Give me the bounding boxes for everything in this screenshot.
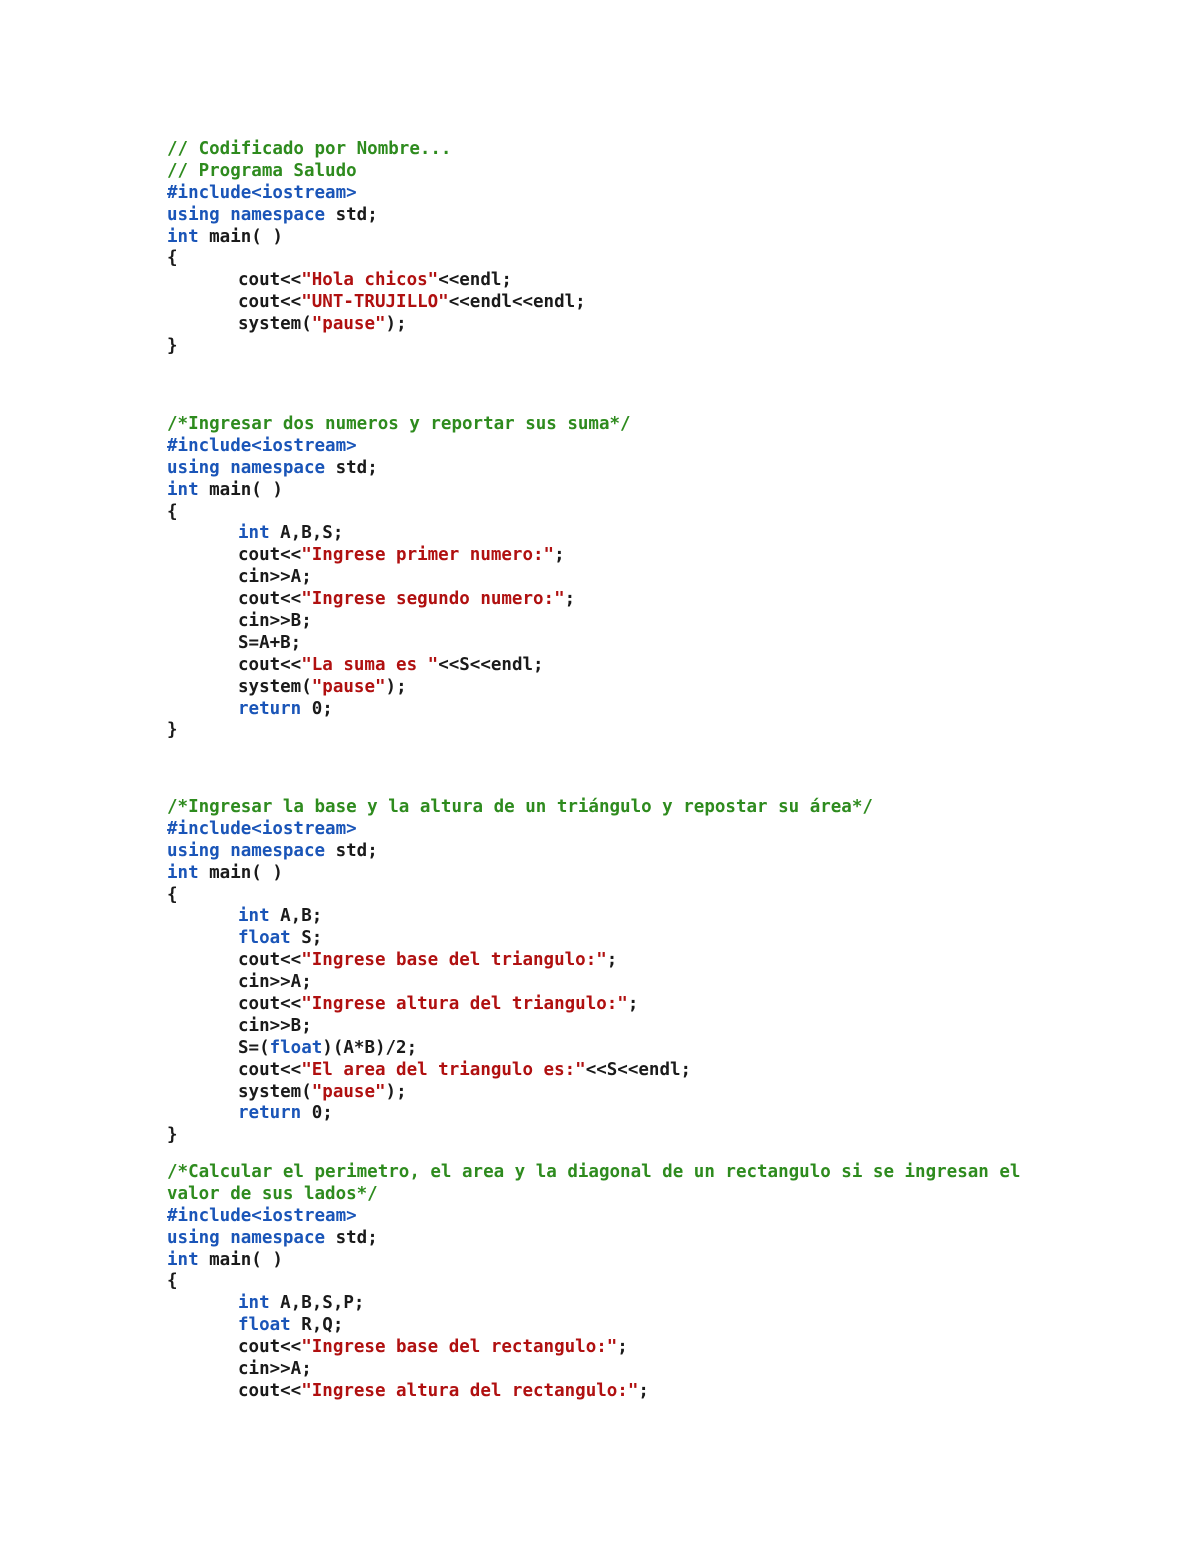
code-keyword: return <box>238 698 302 719</box>
code-text: cin>>A; <box>238 972 312 993</box>
code-text: cin>>B; <box>238 611 312 632</box>
code-line <box>167 1315 1067 1337</box>
code-line <box>167 1250 1067 1272</box>
code-keyword: using namespace <box>167 1227 326 1248</box>
code-line <box>167 720 1067 742</box>
code-text: cin>>B; <box>238 1015 312 1036</box>
code-line <box>167 1184 1067 1206</box>
code-text: system( <box>238 1081 312 1102</box>
code-comment: // Codificado por Nombre... <box>167 139 452 159</box>
code-text: std; <box>325 840 378 861</box>
code-text: 0; <box>301 1103 333 1124</box>
code-line <box>167 1103 1067 1125</box>
code-block-saludo <box>167 139 1067 358</box>
code-text: cout<< <box>238 545 302 566</box>
code-text: cout<< <box>238 1380 302 1401</box>
code-text: )(A*B)/2; <box>322 1037 418 1058</box>
code-line <box>167 523 1067 545</box>
code-keyword: float <box>238 1315 291 1336</box>
code-keyword: int <box>167 226 199 247</box>
code-text: { <box>167 501 178 522</box>
code-text: cin>>A; <box>238 567 312 588</box>
code-text: cout<< <box>238 270 302 291</box>
code-string: "UNT-TRUJILLO" <box>301 292 449 313</box>
code-text: <<S<<endl; <box>438 654 544 675</box>
code-text: ; <box>617 1337 628 1358</box>
code-text: main( ) <box>198 226 283 247</box>
code-keyword: float <box>269 1037 323 1058</box>
code-string: "pause" <box>311 676 386 697</box>
code-comment: /*Ingresar la base y la altura de un triángulo y repostar su área*/ <box>167 797 873 817</box>
code-string: "Ingrese segundo numero:" <box>301 589 565 610</box>
code-comment: // Programa Saludo <box>167 160 357 181</box>
code-keyword: return <box>238 1103 302 1124</box>
code-line <box>167 205 1067 227</box>
code-line <box>167 611 1067 633</box>
code-line <box>167 161 1067 183</box>
code-string: "Ingrese altura del triangulo:" <box>301 994 628 1015</box>
code-line <box>167 139 1067 161</box>
code-text: std; <box>325 457 378 478</box>
code-text: ; <box>606 950 618 971</box>
code-line <box>167 414 1067 436</box>
code-text: } <box>167 1125 178 1146</box>
code-keyword: int <box>167 1249 199 1270</box>
code-text: cout<< <box>238 292 302 313</box>
code-line <box>167 1228 1067 1250</box>
code-text: system( <box>238 314 312 335</box>
code-line <box>167 1271 1067 1293</box>
code-text: ; <box>627 994 639 1015</box>
code-string: "pause" <box>311 1081 386 1102</box>
code-text: cout<< <box>238 1059 302 1080</box>
code-text: system( <box>238 676 312 697</box>
code-line <box>167 270 1067 292</box>
code-text: S=A+B; <box>238 632 302 653</box>
code-text: { <box>167 1271 178 1292</box>
code-string: "Ingrese base del triangulo:" <box>301 950 607 971</box>
code-line <box>167 1359 1067 1381</box>
code-line <box>167 1162 1067 1184</box>
code-text: ; <box>554 545 565 566</box>
code-text: <<endl; <box>438 270 512 291</box>
code-text: cout<< <box>238 1337 302 1358</box>
code-text: cout<< <box>238 589 302 610</box>
code-text: } <box>167 720 178 741</box>
code-text: R,Q; <box>290 1315 344 1336</box>
code-comment: valor de sus lados*/ <box>167 1183 378 1204</box>
code-line <box>167 314 1067 336</box>
code-text: 0; <box>301 698 333 719</box>
code-line <box>167 589 1067 611</box>
code-keyword: int <box>238 523 270 544</box>
code-line <box>167 292 1067 314</box>
code-keyword: int <box>167 862 199 883</box>
code-string: "Ingrese base del rectangulo:" <box>301 1337 618 1358</box>
code-text: A,B; <box>269 906 323 927</box>
code-line <box>167 567 1067 589</box>
code-text: A,B,S,P; <box>269 1293 365 1314</box>
code-line <box>167 797 1067 819</box>
code-string: "La suma es " <box>301 654 439 675</box>
code-preprocessor: #include<iostream> <box>167 182 357 203</box>
code-line <box>167 633 1067 655</box>
code-line <box>167 863 1067 885</box>
code-text: ); <box>385 1081 407 1102</box>
code-text: main( ) <box>198 479 283 500</box>
code-text: ; <box>638 1380 649 1401</box>
code-line <box>167 1125 1067 1147</box>
code-line <box>167 458 1067 480</box>
code-text: } <box>167 336 178 357</box>
code-line <box>167 819 1067 841</box>
code-preprocessor: #include<iostream> <box>167 1205 357 1226</box>
code-line <box>167 480 1067 502</box>
code-block-suma <box>167 414 1067 742</box>
code-line <box>167 1082 1067 1104</box>
code-preprocessor: #include<iostream> <box>167 818 357 839</box>
code-line <box>167 436 1067 458</box>
code-line <box>167 655 1067 677</box>
code-text: S=( <box>238 1037 270 1058</box>
code-line <box>167 227 1067 249</box>
code-line <box>167 1206 1067 1228</box>
code-text: main( ) <box>198 1249 283 1270</box>
code-keyword: float <box>238 928 291 949</box>
code-keyword: int <box>238 906 270 927</box>
code-text: std; <box>325 204 378 225</box>
code-line <box>167 885 1067 907</box>
code-line <box>167 928 1067 950</box>
code-line <box>167 336 1067 358</box>
code-line <box>167 502 1067 524</box>
code-string: "Ingrese altura del rectangulo:" <box>301 1380 639 1401</box>
code-text: cout<< <box>238 950 302 971</box>
code-keyword: int <box>167 479 199 500</box>
code-keyword: using namespace <box>167 457 326 478</box>
code-line <box>167 248 1067 270</box>
code-line <box>167 545 1067 567</box>
code-line <box>167 994 1067 1016</box>
code-text: ); <box>385 676 407 697</box>
code-line <box>167 699 1067 721</box>
code-text: { <box>167 248 178 269</box>
code-text: cout<< <box>238 654 302 675</box>
code-text: cin>>A; <box>238 1359 312 1380</box>
code-line <box>167 841 1067 863</box>
code-text: main( ) <box>198 862 283 883</box>
code-line <box>167 1060 1067 1082</box>
code-string: "Ingrese primer numero:" <box>301 545 555 566</box>
code-string: "pause" <box>311 314 386 335</box>
code-text: cout<< <box>238 994 302 1015</box>
code-comment: /*Ingresar dos numeros y reportar sus suma*/ <box>167 414 631 434</box>
code-preprocessor: #include<iostream> <box>167 435 357 456</box>
code-text: S; <box>290 928 323 949</box>
code-line <box>167 1016 1067 1038</box>
code-block-triangulo <box>167 797 1067 1147</box>
code-block-rectangulo <box>167 1162 1067 1403</box>
code-line <box>167 906 1067 928</box>
code-keyword: using namespace <box>167 840 326 861</box>
code-keyword: using namespace <box>167 204 326 225</box>
code-text: { <box>167 884 178 905</box>
code-text: <<endl<<endl; <box>448 292 586 313</box>
code-line <box>167 183 1067 205</box>
code-text: <<S<<endl; <box>585 1059 692 1080</box>
code-line <box>167 1293 1067 1315</box>
code-line <box>167 972 1067 994</box>
code-string: "Hola chicos" <box>301 270 439 291</box>
code-text: ; <box>564 589 576 610</box>
code-text: std; <box>325 1227 378 1248</box>
code-keyword: int <box>238 1293 270 1314</box>
code-text: A,B,S; <box>269 523 344 544</box>
code-line <box>167 950 1067 972</box>
code-line <box>167 1038 1067 1060</box>
code-line <box>167 677 1067 699</box>
code-string: "El area del triangulo es:" <box>301 1059 586 1080</box>
code-line <box>167 1381 1067 1403</box>
code-text: ); <box>385 314 407 335</box>
code-line <box>167 1337 1067 1359</box>
code-comment: /*Calcular el perimetro, el area y la diagonal de un rectangulo si se ingresan el <box>167 1162 1021 1182</box>
